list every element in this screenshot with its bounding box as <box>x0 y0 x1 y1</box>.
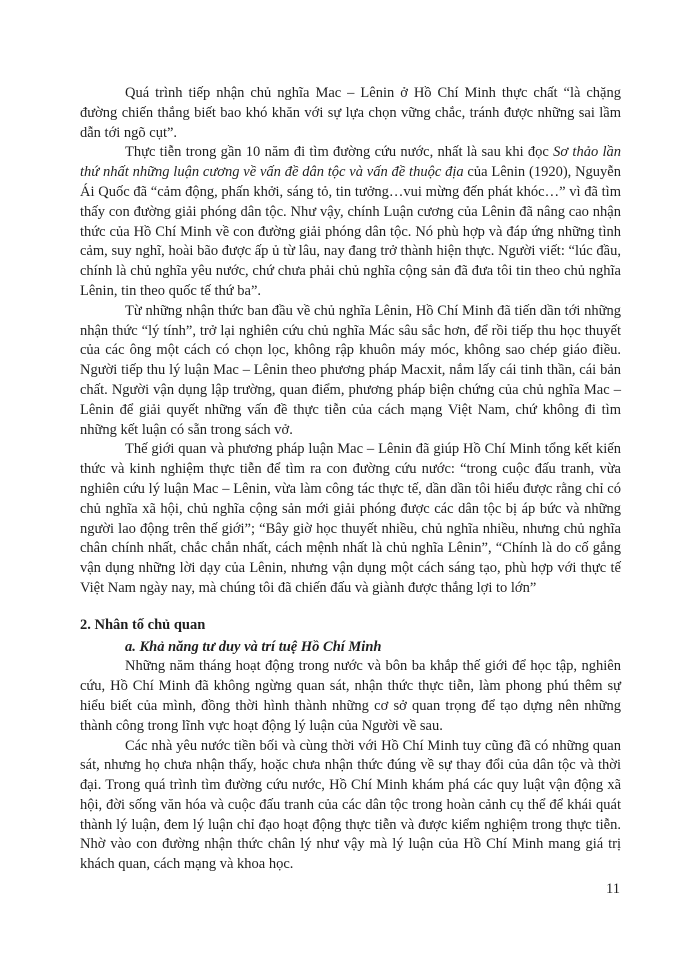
text-segment: Thực tiễn trong gần 10 năm đi tìm đường cứu nước, nhất là sau khi đọc <box>125 144 554 161</box>
paragraph <box>80 143 621 301</box>
document-body <box>80 84 621 875</box>
paragraph <box>80 84 621 143</box>
paragraph <box>80 657 621 736</box>
text-segment: Thế giới quan và phương pháp luận Mac – Lênin đã giúp Hồ Chí Minh tổng kết kiến thức và kinh nghiệm thực tiễn để tìm ra con đường cứu nước: “trong cuộc đấu tranh, vừa nghiên cứu lý luận Mac – Lênin, vừa làm công tác thực tế, dần dần tôi hiểu được rằng chỉ có chủ nghĩa xã hội, chủ nghĩa cộng sản mới giải phóng được các dân tộc bị áp bức và những người lao động trên thế giới”; “Bây giờ học thuyết nhiều, chủ nghĩa nhiều, nhưng chủ nghĩa chân chính nhất, chắc chắn nhất, cách mệnh nhất là chủ nghĩa Lênin”, “Chính là do cố gắng vận dụng những lời dạy của Lênin, nhưng vận dụng một cách sáng tạo, phù hợp với thực tế Việt Nam ngày nay, mà chúng tôi đã chiến đấu và giành được thắng lợi to lớn” <box>80 441 621 596</box>
page-number: 11 <box>606 881 620 897</box>
paragraph <box>80 302 621 441</box>
text-segment: Từ những nhận thức ban đầu về chủ nghĩa Lênin, Hồ Chí Minh đã tiến dần tới những nhận thức “lý tính”, trở lại nghiên cứu chủ nghĩa Mác sâu sắc hơn, để rồi tiếp thu học thuyết của các ông một cách có chọn lọc, không rập khuôn máy móc, không sao chép giáo điều. Người tiếp thu lý luận Mac – Lênin theo phương pháp Macxit, nắm lấy cái tinh thần, cái bản chất. Người vận dụng lập trường, quan điểm, phương pháp biện chứng của chủ nghĩa Mac – Lênin để giải quyết những vấn đề thực tiễn của cách mạng Việt Nam, chứ không đi tìm những kết luận có sẵn trong sách vở. <box>80 302 621 438</box>
text-segment: Quá trình tiếp nhận chủ nghĩa Mac – Lênin ở Hồ Chí Minh thực chất “là chặng đường chiến thắng biết bao khó khăn với sự lựa chọn vững chắc, tránh được những sai lầm dẫn tới ngõ cụt”. <box>80 85 621 141</box>
text-segment: a. Khả năng tư duy và trí tuệ Hồ Chí Minh <box>125 638 382 655</box>
paragraph <box>80 737 621 876</box>
text-segment: Sơ thảo lần thứ nhất những luận cương về vấn đề dân tộc và vấn đề thuộc địa <box>80 144 621 181</box>
subheading <box>80 638 621 658</box>
heading <box>80 616 621 636</box>
text-segment: 2. Nhân tố chủ quan <box>80 616 206 633</box>
text-segment: Các nhà yêu nước tiền bối và cùng thời với Hồ Chí Minh tuy cũng đã có những quan sát, nhưng họ chưa nhận thấy, hoặc chưa nhận thức đúng về sự thay đổi của dân tộc và thời đại. Trong quá trình tìm đường cứu nước, Hồ Chí Minh khám phá các quy luật vận động xã hội, đời sống văn hóa và cuộc đấu tranh của các dân tộc trong hoàn cảnh cụ thể để khái quát thành lý luận, đem lý luận chỉ đạo hoạt động thực tiễn và được kiểm nghiệm trong thực tiễn. Nhờ vào con đường nhận thức chân lý như vậy mà lý luận của Hồ Chí Minh mang giá trị khách quan, cách mạng và khoa học. <box>80 737 621 873</box>
paragraph <box>80 440 621 598</box>
text-segment: của Lênin (1920), Nguyễn Ái Quốc đã “cảm động, phấn khởi, sáng tỏ, tin tưởng…vui mừng đến phát khóc…” vì đã tìm thấy con đường giải phóng dân tộc. Như vậy, chính Luận cương của Lênin đã nâng cao nhận thức của Hồ Chí Minh về con đường giải phóng dân tộc. Nó phù hợp và đáp ứng những tình cảm, suy nghĩ, hoài bão được ấp ủ từ lâu, nay đang trở thành hiện thực. Người viết: “lúc đầu, chính là chủ nghĩa yêu nước, chứ chưa phải chủ nghĩa cộng sản đã đưa tôi tin theo chủ nghĩa Lênin, tin theo quốc tế thứ ba”. <box>80 164 621 299</box>
text-segment: Những năm tháng hoạt động trong nước và bôn ba khắp thế giới để học tập, nghiên cứu, Hồ Chí Minh đã không ngừng quan sát, nhận thức thực tiễn, làm phong phú thêm sự hiểu biết của mình, đồng thời hình thành những cơ sở quan trọng để tạo dựng nên những thành công trong lĩnh vực hoạt động lý luận của Người về sau. <box>80 658 621 734</box>
